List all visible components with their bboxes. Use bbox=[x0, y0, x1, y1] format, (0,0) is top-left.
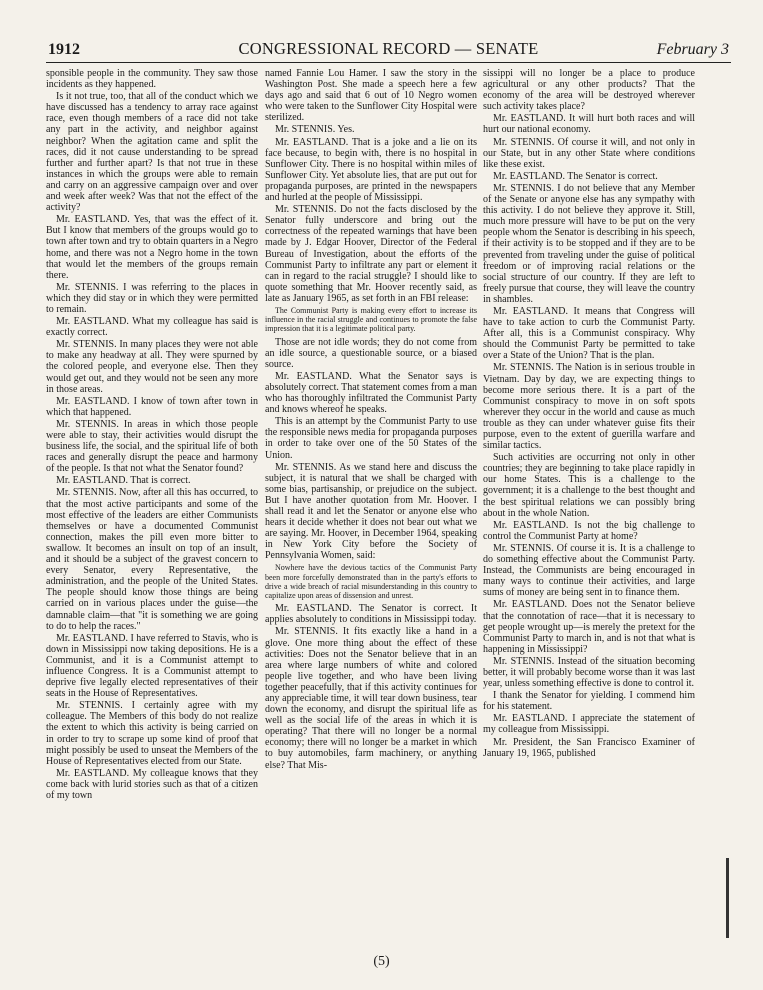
paragraph: Mr. EASTLAND. Does not the Senator believe that the connotation of race—that it is necessary to get people wrought up—is merely the pretext for the Communist Party to march in, and is not that what is happening in Mississippi? bbox=[483, 599, 695, 655]
publication-title: CONGRESSIONAL RECORD — SENATE bbox=[238, 39, 539, 58]
paragraph: Mr. President, the San Francisco Examiner of January 19, 1965, published bbox=[483, 736, 695, 759]
paragraph: Mr. EASTLAND. The Senator is correct. It applies absolutely to conditions in Mississippi today. bbox=[265, 603, 477, 626]
text-column-2 bbox=[265, 68, 477, 938]
paragraph: Mr. STENNIS. As we stand here and discuss the subject, it is natural that we shall be charged with some bias, partisanship, or prejudice on the subject. But I have another quotation from Mr. Hoover. I shall read it and let the Senator or anyone else who hears it decide whether it does not bear out what we are saying. Mr. Hoover, in December 1964, speaking in New York City before the Society of Pennsylvania Women, said: bbox=[265, 461, 477, 562]
margin-pen-mark bbox=[726, 858, 729, 938]
paragraph: Mr. STENNIS. In many places they were not able to make any headway at all. They were spurned by the colored people, and everyone else. Then they would get out, and they would not be seen any more in those areas. bbox=[46, 339, 258, 395]
page-number: 1912 bbox=[48, 41, 80, 58]
paragraph: Mr. STENNIS. Now, after all this has occurred, to that the most active participants and some of the most effective of the leaders are either Communists themselves or have a documented Communist connection, makes the pill even more bitter to swallow. It becomes an insult on top of an insult, and it should be a subject of the gravest concern to every Senator, every Representative, the administration, and the people of the United States. The people should know those things are being carried on in various places under the guise—the damnable claim—that "it is something we are going to do to help the races." bbox=[46, 487, 258, 632]
issue-date: February 3 bbox=[656, 41, 729, 58]
paragraph: Is it not true, too, that all of the conduct which we have discussed has a tendency to array race against race, even though members of a race did not take any part in the activity, and neighbor against neighbor? When the agitation came and split the races, did it not cause understanding to be spread further and further apart? Is that not true in these instances in which the groups were able to remain and carry on an aggressive campaign over and over and week after week? Was that not the effect of the activity? bbox=[46, 91, 258, 214]
paragraph: Mr. STENNIS. The Nation is in serious trouble in Vietnam. Day by day, we are expecting things to become more serious there. It is a part of the Communist conspiracy to move in on soft spots wherever they occur in the world and cause as much trouble as they can under whatever guise fits their purpose, even to the extent of guerilla warfare and similar tactics. bbox=[483, 362, 695, 452]
paragraph: Mr. EASTLAND. What the Senator says is absolutely correct. That statement comes from a man who has thoroughly infiltrated the Communist Party and knows whereof he speaks. bbox=[265, 370, 477, 416]
paragraph: Mr. EASTLAND. The Senator is correct. bbox=[493, 170, 658, 182]
paragraph: Mr. STENNIS. Of course it is. It is a challenge to do something effective about the Communist Party. Instead, the Communists are being encouraged in many ways to continue their activities, and large sums of money are being sent in to finance them. bbox=[483, 542, 695, 599]
paragraph: Mr. STENNIS. Of course it will, and not only in our State, but in any other State where conditions like these exist. bbox=[483, 136, 695, 170]
block-quote: The Communist Party is making every effort to increase its influence in the racial struggle and continues to promote the false impression that it is a legitimate political party. bbox=[265, 305, 477, 334]
text-column-1 bbox=[46, 68, 258, 938]
paragraph: Mr. EASTLAND. I appreciate the statement of my colleague from Mississippi. bbox=[483, 713, 695, 736]
paragraph: Mr. STENNIS. Yes. bbox=[275, 124, 355, 136]
paragraph: sissippi will no longer be a place to produce agricultural or any other products? That the economy of the area will be destroyed wherever such activity takes place? bbox=[483, 68, 695, 113]
paragraph: This is an attempt by the Communist Party to use the responsible news media for propaganda purposes in order to take over one of the 50 States of the Union. bbox=[265, 416, 477, 461]
paragraph: Mr. STENNIS. I do not believe that any Member of the Senate or anyone else has any sympathy with this activity. I do not believe they approve it. Still, much more pressure will have to be put on the very people whom the Senator is describing in his speech, if their activity is to be stopped and if they are to be prevented from traveling under the guise of political freedom or of improving racial relations or the social structure of our country. If they are left to freely pursue that course, they will leave the country in shambles. bbox=[483, 182, 695, 305]
paragraph: Mr. EASTLAND. That is correct. bbox=[56, 475, 191, 487]
paragraph: Mr. EASTLAND. Yes, that was the effect of it. But I know that members of the groups would go to town after town and try to obtain quarters in a Negro home, and there was not a Negro home in the town that would let the members of the groups remain there. bbox=[46, 214, 258, 281]
paragraph: Those are not idle words; they do not come from an idle source, a questionable source, or a biased source. bbox=[265, 336, 477, 370]
paragraph: Mr. EASTLAND. It will hurt both races and will hurt our national economy. bbox=[483, 113, 695, 136]
paragraph: Mr. STENNIS. In areas in which those people were able to stay, their activities would disrupt the business life, the social, and the spiritual life of both races and generally disrupt the peace and harmony of the people. Is that not what the Senator found? bbox=[46, 418, 258, 475]
block-quote: Nowhere have the devious tactics of the Communist Party been more forcefully demonstrated than in the party's efforts to drive a wide breach of racial misunderstanding in this country to capitalize upon areas of dissension and unrest. bbox=[265, 563, 477, 601]
paragraph: Mr. EASTLAND. It means that Congress will have to take action to curb the Communist Party. After all, this is a Communist conspiracy. Why should the Communist Party be permitted to take over a State of the Union? That is the plan. bbox=[483, 305, 695, 362]
paragraph: named Fannie Lou Hamer. I saw the story in the Washington Post. She made a speech here a few days ago and said that 6 out of 10 Negro women who were taken to the Sunflower City Hospital were sterilized. bbox=[265, 68, 477, 124]
paragraph: Mr. STENNIS. Do not the facts disclosed by the Senator fully underscore and bring out the correctness of the repeated warnings that have been made by J. Edgar Hoover, Director of the Federal Bureau of Investigation, about the efforts of the Communist Party to infiltrate any part or element it can in regard to the racial struggle? I should like to quote something that Mr. Hoover recently said, as late as January 1965, as set forth in an FBI release: bbox=[265, 204, 477, 304]
paragraph: Mr. EASTLAND. My colleague knows that they come back with lurid stories such as that of a citizen of my town bbox=[46, 767, 258, 801]
paragraph: Mr. EASTLAND. I know of town after town in which that happened. bbox=[46, 395, 258, 418]
paragraph: Mr. EASTLAND. I have referred to Stavis, who is down in Mississippi now taking depositions. He is a Communist, and it is a Communist attempt to influence Congress. It is a Communist attempt to deprive five legally elected representatives of their seats in the House of Representatives. bbox=[46, 632, 258, 700]
paragraph: Such activities are occurring not only in other countries; they are beginning to take place rapidly in our home States. This is a challenge to the government; it is a challenge to the best thought and the best spiritual relations we can possibly bring about in the whole Nation. bbox=[483, 452, 695, 519]
paragraph: sponsible people in the community. They saw those incidents as they happened. bbox=[46, 68, 258, 91]
paragraph: Mr. STENNIS. Instead of the situation becoming better, it will probably become worse than it was last year, unless something effective is done to control it. bbox=[483, 655, 695, 690]
paragraph: Mr. STENNIS. I was referring to the places in which they did stay or in which they were permitted to remain. bbox=[46, 281, 258, 315]
paragraph: Mr. EASTLAND. Is not the big challenge to control the Communist Party at home? bbox=[483, 519, 695, 542]
paragraph: Mr. EASTLAND. What my colleague has said is exactly correct. bbox=[46, 316, 258, 339]
paragraph: Mr. STENNIS. I certainly agree with my colleague. The Members of this body do not realize the extent to which this activity is being carried on in order to try to scrape up some kind of proof that might possibly be used to unseat the Members of the House of Representatives elected from our State. bbox=[46, 700, 258, 767]
page-header bbox=[46, 34, 731, 63]
paragraph: Mr. STENNIS. It fits exactly like a hand in a glove. One more thing about the effect of these activities: Does not the Senator believe that in an area where large numbers of white and colored people live together, and who have been living together peacefully, that if this activity continues for any appreciable time, it will tear down business, tear down the economy, and disrupt the spiritual life as well as the social life of the areas in which it is operating? That there will no longer be a normal economy; there will no longer be a market in which to buy automobiles, farm machinery, or anything else? That Mis- bbox=[265, 626, 477, 771]
paragraph: I thank the Senator for yielding. I commend him for his statement. bbox=[483, 690, 695, 713]
text-column-3 bbox=[483, 68, 695, 938]
paragraph: Mr. EASTLAND. That is a joke and a lie on its face because, to begin with, there is no hospital in Sunflower City. There is no hospital within miles of Sunflower City. Yet absolute lies, that are put out for propaganda purposes, are printed in the newspapers and hurled at the people of Mississippi. bbox=[265, 136, 477, 204]
page-footer-mark: (5) bbox=[373, 954, 390, 969]
